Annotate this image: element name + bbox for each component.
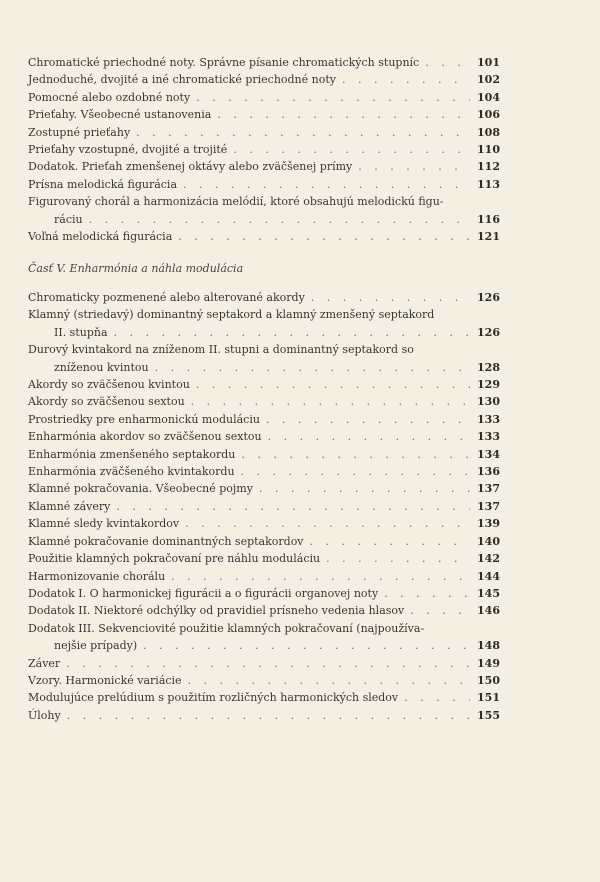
entry-title: Enharmónia zväčšeného kvintakordu — [28, 465, 235, 479]
section-heading: Časť V. Enharmónia a náhla modulácia — [28, 262, 244, 275]
toc-entry — [28, 289, 500, 306]
toc-entry — [28, 480, 500, 497]
toc-entry — [28, 158, 500, 175]
entry-title: Enharmónia akordov so zväčšenou sextou — [28, 430, 262, 444]
page-number: 130 — [477, 395, 500, 409]
toc-entry — [28, 376, 500, 393]
dot-leader — [178, 228, 470, 245]
entry-title: Klamné sledy kvintakordov — [28, 517, 180, 531]
dot-leader — [259, 480, 470, 497]
dot-leader — [67, 707, 470, 724]
page-number: 150 — [477, 673, 500, 687]
entry-title-continuation: nejšie prípady) — [54, 639, 138, 653]
entry-title: Klamné pokračovanie dominantných septakordov — [28, 534, 304, 548]
dot-leader — [404, 689, 470, 706]
toc-section-2 — [28, 289, 500, 724]
entry-title: Dodatok III. Sekvenciovité použitie klamných pokračovaní (najpoužíva- — [28, 621, 425, 635]
entry-title: Klamný (striedavý) dominantný septakord a klamný zmenšený septakord — [28, 308, 435, 322]
dot-leader — [358, 158, 470, 175]
page-number: 148 — [477, 639, 500, 653]
toc-entry — [28, 54, 500, 71]
page-number: 126 — [477, 291, 500, 304]
toc-entry — [28, 533, 500, 550]
page-number: 136 — [477, 465, 500, 479]
toc-section-1 — [28, 54, 500, 245]
entry-title: Použitie klamných pokračovaní pre náhlu moduláciu — [28, 552, 321, 566]
dot-leader — [196, 376, 470, 393]
page-number: 110 — [477, 143, 500, 157]
entry-title: Dodatok. Prieťah zmenšenej oktávy alebo zväčšenej prímy — [28, 160, 353, 174]
dot-leader — [143, 637, 470, 654]
toc-entry — [28, 689, 500, 706]
toc-entry — [28, 306, 500, 341]
toc-entry — [28, 463, 500, 480]
dot-leader — [311, 289, 470, 306]
toc-entry — [28, 707, 500, 724]
entry-title: Jednoduché, dvojité a iné chromatické priechodné noty — [28, 73, 336, 87]
entry-title: Prísna melodická figurácia — [28, 177, 177, 191]
entry-title: Akordy so zväčšenou kvintou — [28, 378, 190, 392]
entry-title: Modulujúce prelúdium s použitím rozličných harmonických sledov — [28, 691, 399, 705]
dot-leader — [114, 324, 470, 341]
toc-entry — [28, 620, 500, 655]
page-number: 151 — [477, 691, 500, 705]
toc-entry — [28, 515, 500, 532]
entry-title: Klamné pokračovania. Všeobecné pojmy — [28, 482, 253, 496]
entry-title-continuation: zníženou kvintou — [54, 360, 149, 374]
entry-title: Akordy so zväčšenou sextou — [28, 395, 185, 409]
page-number: 137 — [477, 499, 500, 513]
dot-leader — [155, 359, 470, 376]
toc-entry — [28, 585, 500, 602]
entry-title: Zostupné prieťahy — [28, 125, 131, 139]
entry-title: Durový kvintakord na zníženom II. stupni a dominantný septakord so — [28, 343, 414, 357]
page-number: 140 — [477, 534, 500, 548]
dot-leader — [233, 141, 470, 158]
dot-leader — [191, 393, 470, 410]
page-number: 112 — [477, 160, 500, 174]
page-number: 116 — [477, 212, 500, 226]
dot-leader — [66, 655, 470, 672]
toc-entry — [28, 106, 500, 123]
entry-title: Chromaticky pozmenené alebo alterované akordy — [28, 291, 305, 304]
page-number: 126 — [477, 325, 500, 339]
toc-entry — [28, 124, 500, 141]
dot-leader — [268, 428, 470, 445]
page-number: 137 — [477, 482, 500, 496]
entry-title: Prieťahy. Všeobecné ustanovenia — [28, 108, 212, 122]
toc-entry — [28, 393, 500, 410]
dot-leader — [183, 176, 470, 193]
entry-title-continuation: II. stupňa — [54, 325, 108, 339]
entry-title: Figurovaný chorál a harmonizácia melódií, ktoré obsahujú melodickú figu- — [28, 195, 444, 209]
page-number: 133 — [477, 430, 500, 444]
page-number: 144 — [477, 569, 500, 583]
entry-title: Klamné závery — [28, 499, 111, 513]
toc-entry — [28, 672, 500, 689]
dot-leader — [116, 498, 470, 515]
dot-leader — [384, 585, 470, 602]
page-number: 149 — [477, 656, 500, 670]
page-number: 106 — [477, 108, 500, 122]
toc-entry — [28, 89, 500, 106]
dot-leader — [425, 54, 470, 71]
dot-leader — [326, 550, 470, 567]
dot-leader — [241, 446, 470, 463]
toc-entry — [28, 176, 500, 193]
entry-title: Prieťahy vzostupné, dvojité a trojité — [28, 143, 228, 157]
dot-leader — [136, 124, 470, 141]
page-number: 134 — [477, 447, 500, 461]
page-number: 145 — [477, 586, 500, 600]
toc-entry — [28, 550, 500, 567]
entry-title: Harmonizovanie chorálu — [28, 569, 166, 583]
entry-title: Záver — [28, 656, 61, 670]
toc-entry — [28, 655, 500, 672]
entry-title: Chromatické priechodné noty. Správne písanie chromatických stupníc — [28, 56, 420, 69]
page-number: 155 — [477, 708, 500, 722]
toc-entry — [28, 568, 500, 585]
page-number: 102 — [477, 73, 500, 87]
toc-entry — [28, 446, 500, 463]
page-number: 113 — [477, 177, 500, 191]
dot-leader — [185, 515, 470, 532]
page-number: 129 — [477, 378, 500, 392]
page-number: 101 — [477, 56, 500, 69]
entry-title: Dodatok I. O harmonickej figurácii a o figurácii organovej noty — [28, 586, 379, 600]
dot-leader — [89, 211, 470, 228]
toc-entry — [28, 228, 500, 245]
dot-leader — [171, 568, 470, 585]
page-number: 128 — [477, 360, 500, 374]
entry-title: Voľná melodická figurácia — [28, 230, 173, 244]
dot-leader — [266, 411, 470, 428]
page-number: 142 — [477, 552, 500, 566]
entry-title: Úlohy — [28, 708, 61, 722]
dot-leader — [217, 106, 470, 123]
entry-title: Prostriedky pre enharmonickú moduláciu — [28, 412, 260, 426]
page-number: 104 — [477, 90, 500, 104]
page-number: 108 — [477, 125, 500, 139]
page-number: 133 — [477, 412, 500, 426]
toc-entry — [28, 71, 500, 88]
dot-leader — [342, 71, 470, 88]
toc-entry — [28, 498, 500, 515]
entry-title: Dodatok II. Niektoré odchýlky od pravidiel prísneho vedenia hlasov — [28, 604, 405, 618]
toc-entry — [28, 602, 500, 619]
toc-entry — [28, 141, 500, 158]
entry-title: Pomocné alebo ozdobné noty — [28, 90, 191, 104]
dot-leader — [196, 89, 470, 106]
page-number: 139 — [477, 517, 500, 531]
dot-leader — [310, 533, 470, 550]
page-number: 146 — [477, 604, 500, 618]
entry-title-continuation: ráciu — [54, 212, 83, 226]
toc-entry — [28, 341, 500, 376]
toc-entry — [28, 193, 500, 228]
entry-title: Vzory. Harmonické variácie — [28, 673, 182, 687]
toc-entry — [28, 411, 500, 428]
dot-leader — [410, 602, 470, 619]
page-number: 121 — [477, 230, 500, 244]
dot-leader — [241, 463, 470, 480]
dot-leader — [188, 672, 470, 689]
entry-title: Enharmónia zmenšeného septakordu — [28, 447, 236, 461]
toc-entry — [28, 428, 500, 445]
